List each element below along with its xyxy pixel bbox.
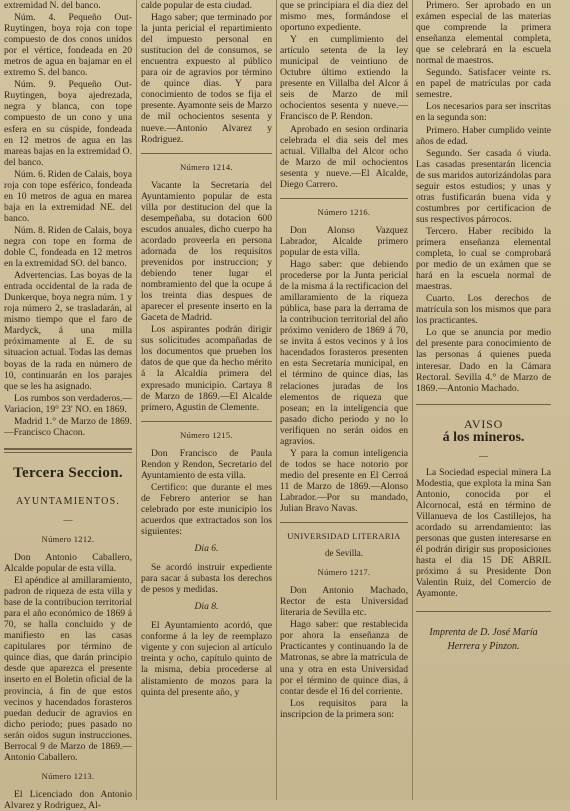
paragraph: Don Antonio Caballero, Alcalde popular de esta villa. [4,551,132,575]
paragraph: Y para la comun inteligencia de todos se hace notorio por medio del presente en El Cerroá 11 de Marzo de 1869.—Alonso Labrador.—Por su mandado, Julian Bravo Navas. [280,447,408,515]
divider-rule [280,198,408,199]
paragraph: Y en cumplimiento del artículo setenta de la ley municipal de veintiuno de Octubre último extiendo la presente en Villalba del Alcor á seis de Marzo de mil ochocientos sesenta y nueve.—Francisco de P. Rendon. [280,34,408,123]
paragraph: Los aspirantes podrán dirigir sus solicitudes acompañadas de los documentos que prueben los datos de que que da hecho mérito á la Alcaldía primera del expresado municipio. Cartaya 8 de Marzo de 1869.—El Alcalde primero, Agustin de Clemente. [141,324,272,413]
paragraph: extremidad N. del banco. [4,0,101,11]
notice-number: Número 1217. [317,567,371,578]
column-rule [276,0,277,800]
paragraph: Los requisitos para la inscripcion de la primera son: [280,697,408,720]
paragraph: Segundo. Satisfacer veinte rs. en papel de matrículas por cada semestre. [416,67,551,101]
notice-subheading: á los mineros. [442,429,525,445]
notice-heading: AVISO [463,416,504,431]
paragraph: Núm. 9. Pequeño Out-Ruytingen, boya ajedrezada, negra y blanca, con tope compuesto de un cono y una esfera en su cúspide, fondeada en 12 metros de agua en las mareas bajas en la extremidad O. del banco. [4,79,132,168]
divider-rule [141,153,272,154]
paragraph: Cuarto. Los derechos de matrícula son los mismos que para los practicantes. [416,293,551,327]
paragraph: El Ayuntamiento acordó, que conforme á la ley de reemplazo vigente y con sujecion al artículo treinta y ocho, capítulo quinto de la misma, debia procederse al alistamiento de mozos para la quinta del presente año, y [141,620,272,698]
column-1 [4,0,132,811]
column-rule [136,0,137,800]
paragraph: calde popular de esta ciudad. [141,0,253,11]
notice-number: Número 1212. [41,533,95,544]
paragraph: La Sociedad especial minera La Modestia, que explota la mina San Antonio, conocida por el Alcornocal, está en término de Villanueva de los Castillejos, ha acordado su arrendamiento: las personas que gusten interesarse en él podrán dirigir sus proposiciones hasta el dia 15 DE ABRIL próximo á su Presidente Don Valentin Ruiz, del Comercio de Ayamonte. [416,466,551,600]
paragraph: Primero. Ser aprobado en un exámen especial de las materias que comprende la primera enseñanza elemental completa, que se celebrará en la escuela normal de maestros. [416,0,551,67]
day-heading: Dia 8. [194,601,219,613]
paragraph: Se acordó instruir expediente para sacar á subasta los derechos de pesos y medidas. [141,562,272,596]
printer-imprint [416,626,551,654]
paragraph: Advertencias. Las boyas de la entrada occidental de la rada de Dunkerque, boya negra núm. 1 y roja número 2, se trasladarán, al mismo tiempo que el faro de Mardyck, á una milla próximamente al E. de su situacion actual. Todas las demas boyas de la rada en número de 10, continuarán en los parajes que se les ha asignado. [4,270,132,392]
day-heading: Dia 6. [194,543,219,555]
subsection-title: AYUNTAMIENTOS. [15,495,121,507]
column-3 [280,0,408,800]
divider-rule [141,421,272,422]
paragraph: El apéndice al amillaramiento, padron de riqueza de esta villa y base de la contribucion territorial para el año económico de 1869 á 70, se halla concluido y de manifiesto en las casas capitulares por término de quince dias, que darán principio desde que aparezca el presente inserto en el Boletin oficial de la provincia, á fin de que estos vecinos y hacendados forasteros puedan deducir de agravios en dicho periodo; pues pasado no serán oidos sugun instrucciones. Berrocal 9 de Marzo de 1869.—Antonio Caballero. [4,575,132,763]
paragraph: Vacante la Secretaría del Ayuntamiento popular de esta villa por destitucion del que la desempeñaba, su dotacion 600 escudos anuales, dicho cuerpo ha acordado proveerla en persona adornada de los requisitos prevenidos por instruccion; y debiendo tener lugar el nombramiento del que la ocupe á los treinta dias despues de aparecer el presente inserto en la Gaceta de Madrid. [141,179,272,324]
divider-rule [416,404,551,405]
paragraph: Don Alonso Vazquez Labrador, Alcalde primero popular de esta villa. [280,224,408,258]
divider-rule [416,611,551,612]
printer-name: Imprenta de D. José María [429,627,538,639]
paragraph: Primero. Haber cumplido veinte años de edad. [416,124,551,147]
paragraph: Núm. 4. Pequeño Out-Ruytingen, boya roja con tope compuesto de dos conos unidos por el vértice, fondeada en 20 metros de agua en bajamar en el extremo S. del banco. [4,12,132,79]
divider-rule [280,522,408,523]
paragraph: Hago saber; que terminado por la junta pericial el repartimiento del impuesto personal en sustitucion del de consumos, se encuentra expuesto al público para oir de agravios por término de quince dias. Y para conocimiento de todos se fija el presente. Ayamonte seis de Marzo de mil ochocientos sesenta y nueve.—Antonio Alvarez y Rodriguez. [141,12,272,145]
paragraph: Hago saber: que debiendo procederse por la Junta pericial de la misma á la rectificacion del amillaramiento de la riqueza pública, base para la derrama de la contribucion territorial del año próximo venidero de 1869 á 70, se invita á estos vecinos y á los hacendados forasteros presenten en esta Secretaría municipal, en el término de quince dias, las relaciones juradas de los elementos de riqueza que posean; en la inteligencia que pasado dicho periodo y no lo verifiquen no serán oidos en agravios. [280,258,408,447]
paragraph: Hago saber: que restablecida por ahora la enseñanza de Practicantes y continuando la de Matronas, se abre la matrícula de una y otra en esta Universidad por el término de quince dias, á contar desde el 16 del corriente. [280,619,408,697]
notice-number: Número 1213. [41,770,95,781]
column-4 [416,0,551,800]
paragraph: Aprobado en sesion ordinaria celebrada el dia seis del mes actual. Villalba del Alcor ocho de Marzo de mil ochocientos sesenta y nueve.—El Alcalde, Diego Carrero. [280,123,408,190]
paragraph: Certifico: que durante el mes de Febrero anterior se han celebrado por este municipio los acuerdos que extractados son los siguientes: [141,481,272,538]
section-rule [4,448,132,450]
paragraph: que se principiara el dia diez del mismo mes, formándose el oportuno expediente. [280,0,408,34]
column-rule [412,0,413,800]
paragraph: Tercero. Haber recibido la primera enseñanza elemental completa, lo cual se comprobará por medio de un exámen que se hará en la escuela normal de maestras. [416,225,551,293]
paragraph: Don Antonio Machado, Rector de esta Universidad literaria de Sevilla etc. [280,585,408,619]
signature: Madrid 1.° de Marzo de 1869.—Francisco Chacon. [4,415,132,438]
section-rule [4,452,132,453]
paragraph: Segundo. Ser casada ó viuda. Las casadas presentarán licencia de sus maridos autorizándolas para seguir estos estudios; y unas y otras fustificarán buena vida y costumbres por certificacion de sus respectivos párrocos. [416,147,551,225]
university-heading: UNIVERSIDAD LITERARIA [287,531,401,542]
column-2 [141,0,272,800]
section-title: Tercera Seccion. [13,464,123,481]
university-subheading: de Sevilla. [325,548,363,559]
divider: — [63,514,73,525]
printer-name-cont: Herrera y Pinzon. [447,641,520,653]
notice-number: Número 1215. [180,429,233,440]
paragraph: Lo que se anuncia por medio del presente para conocimiento de las personas á quienes pueda interesar. Dado en la Cámara Rectoral. Sevilla 4.° de Marzo de 1869.—Antonio Machado. [416,327,551,394]
notice-number: Número 1214. [180,161,233,172]
paragraph: Núm. 8. Riden de Calais, boya negra con tope en forma de doble C, fondeada en 12 metros en la extremidad SO. del banco. [4,224,132,270]
notice-number: Número 1216. [317,206,371,217]
paragraph: Los necesarios para ser inscritas en la segunda son: [416,101,551,124]
paragraph: El Licenciado don Antonio Alvarez y Rodriguez, Al- [4,788,132,811]
paragraph: Don Francisco de Paula Rendon y Rendon, Secretario del Ayuntamiento de esta villa. [141,447,272,481]
paragraph: Los rumbos son verdaderos.—Variacion, 19° 23' NO. en 1869. [4,392,132,415]
divider: — [479,450,488,461]
paragraph: Núm. 6. Riden de Calais, boya roja con tope esférico, fondeada en 10 metros de agua en marea baja en la extremidad NE. del banco. [4,168,132,224]
